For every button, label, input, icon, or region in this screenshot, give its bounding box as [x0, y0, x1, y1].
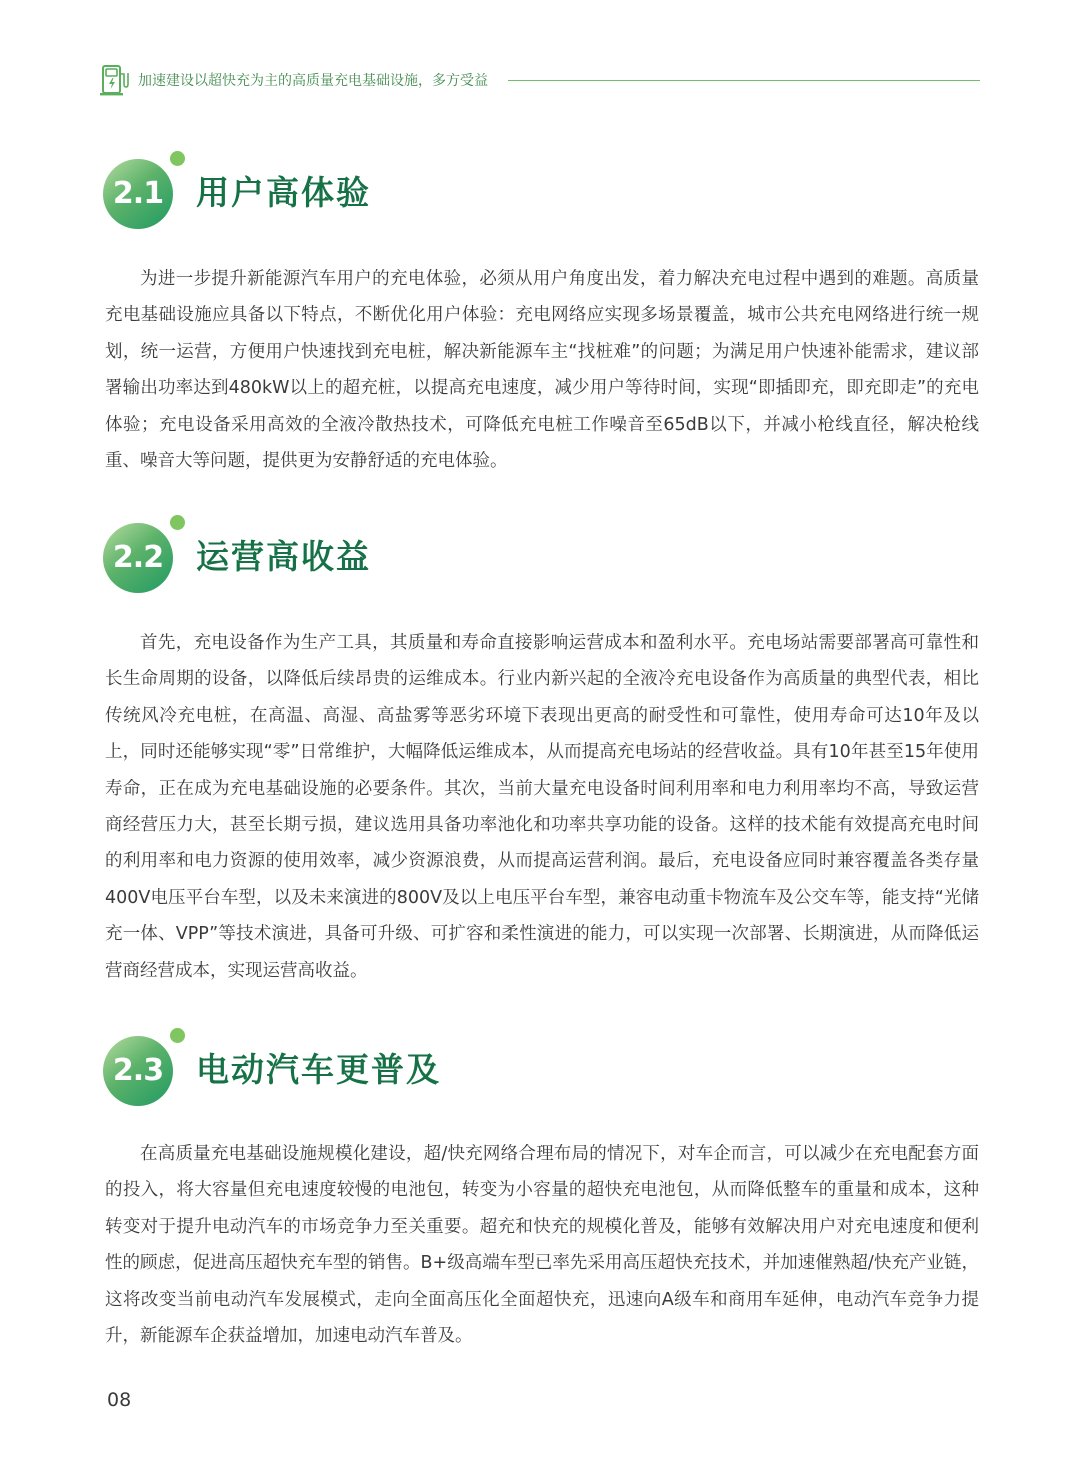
section-title: 运营高收益 — [196, 537, 371, 576]
section-title: 用户高体验 — [196, 173, 371, 212]
section-number-badge — [103, 523, 173, 593]
section-number: 2.3 — [112, 1053, 164, 1088]
badge-dot-decoration — [170, 1028, 185, 1043]
section-body-2-2: 首先，充电设备作为生产工具，其质量和寿命直接影响运营成本和盈利水平。充电场站需要部署高可靠性和长生命周期的设备，以降低后续昂贵的运维成本。行业内新兴起的全液冷充电设备作为高质量的典型代表，相比传统风冷充电桩，在高温、高湿、高盐雾等恶劣环境下表现出更高的耐受性和可靠性，使用寿命可达10年及以上，同时还能够实现“零”日常维护，大幅降低运维成本，从而提高充电场站的经营收益。具有10年甚至15年使用寿命，正在成为充电基础设施的必要条件。其次，当前大量充电设备时间利用率和电力利用率均不高，导致运营商经营压力大，甚至长期亏损，建议选用具备功率池化和功率共享功能的设备。这样的技术能有效提高充电时间的利用率和电力资源的使用效率，减少资源浪费，从而提高运营利润。最后，充电设备应同时兼容覆盖各类存量400V电压平台车型，以及未来演进的800V及以上电压平台车型，兼容电动重卡物流车及公交车等，能支持“光储充一体、VPP”等技术演进，具备可升级、可扩容和柔性演进的能力，可以实现一次部署、长期演进，从而降低运营商经营成本，实现运营高收益。 — [105, 633, 979, 981]
section-body-2-1: 为进一步提升新能源汽车用户的充电体验，必须从用户角度出发，着力解决充电过程中遇到的难题。高质量充电基础设施应具备以下特点，不断优化用户体验：充电网络应实现多场景覆盖，城市公共充电网络进行统一规划，统一运营，方便用户快速找到充电桩，解决新能源车主“找桩难”的问题；为满足用户快速补能需求，建议部署输出功率达到480kW以上的超充桩，以提高充电速度，减少用户等待时间，实现“即插即充，即充即走”的充电体验；充电设备采用高效的全液冷散热技术，可降低充电桩工作噪音至65dB以下，并减小枪线直径，解决枪线重、噪音大等问题，提供更为安静舒适的充电体验。 — [105, 269, 979, 472]
page-header — [100, 64, 980, 98]
charging-station-icon — [100, 64, 130, 96]
header-divider — [508, 80, 980, 81]
section-number: 2.1 — [112, 176, 164, 211]
page-number: 08 — [107, 1389, 132, 1411]
section-heading-2-3 — [103, 1028, 703, 1112]
section-heading-2-1 — [103, 151, 703, 235]
section-heading-2-2 — [103, 515, 703, 599]
badge-dot-decoration — [170, 515, 185, 530]
section-title: 电动汽车更普及 — [196, 1050, 441, 1089]
section-body-2-3: 在高质量充电基础设施规模化建设，超/快充网络合理布局的情况下，对车企而言，可以减少在充电配套方面的投入，将大容量但充电速度较慢的电池包，转变为小容量的超快充电池包，从而降低整车的重量和成本，这种转变对于提升电动汽车的市场竞争力至关重要。超充和快充的规模化普及，能够有效解决用户对充电速度和便利性的顾虑，促进高压超快充车型的销售。B+级高端车型已率先采用高压超快充技术，并加速催熟超/快充产业链，这将改变当前电动汽车发展模式，走向全面高压化全面超快充，迅速向A级车和商用车延伸，电动汽车竞争力提升，新能源车企获益增加，加速电动汽车普及。 — [105, 1144, 979, 1347]
section-number: 2.2 — [112, 540, 164, 575]
section-number-badge — [103, 159, 173, 229]
header-title: 加速建设以超快充为主的高质量充电基础设施，多方受益 — [138, 73, 488, 89]
section-number-badge — [103, 1036, 173, 1106]
badge-dot-decoration — [170, 151, 185, 166]
